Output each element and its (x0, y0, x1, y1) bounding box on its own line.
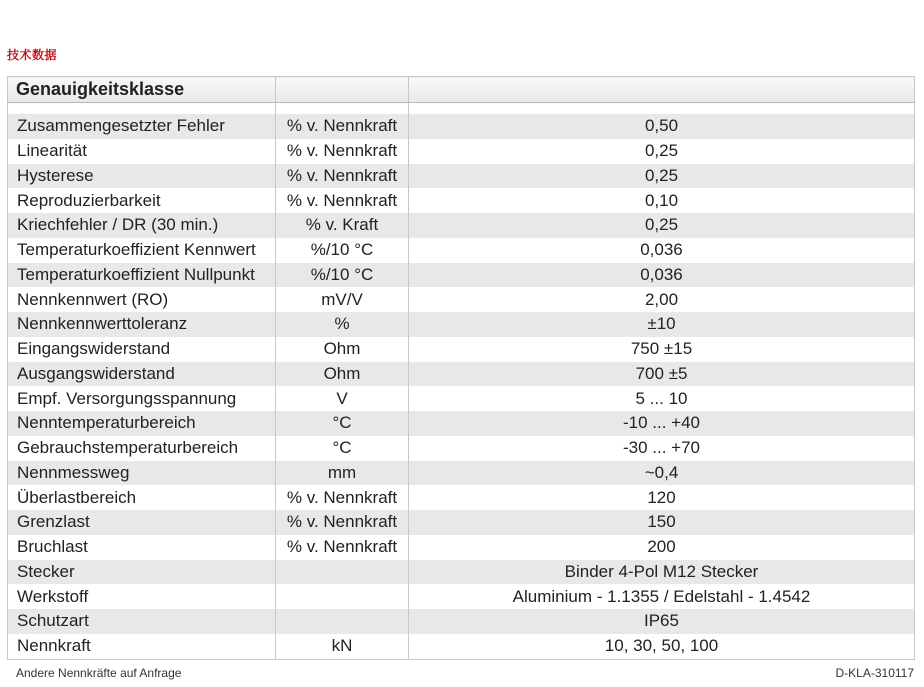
row-unit: %/10 °C (276, 238, 409, 263)
table-row (8, 386, 915, 411)
header-unit-cell (276, 77, 409, 103)
row-name: Eingangswiderstand (8, 337, 276, 362)
row-value: 0,10 (409, 188, 915, 213)
row-unit: %/10 °C (276, 263, 409, 288)
table-row (8, 139, 915, 164)
row-name: Werkstoff (8, 584, 276, 609)
row-name: Nennmessweg (8, 461, 276, 486)
row-unit: % v. Nennkraft (276, 114, 409, 139)
row-name: Nennkennwert (RO) (8, 287, 276, 312)
table-row (8, 287, 915, 312)
row-value: ~0,4 (409, 461, 915, 486)
row-unit: °C (276, 436, 409, 461)
row-value: 150 (409, 510, 915, 535)
row-value: 10, 30, 50, 100 (409, 634, 915, 659)
row-name: Stecker (8, 560, 276, 585)
table-row (8, 164, 915, 189)
header-spacer (8, 103, 915, 115)
row-value: 0,25 (409, 164, 915, 189)
row-unit: mV/V (276, 287, 409, 312)
row-name: Überlastbereich (8, 485, 276, 510)
table-row (8, 510, 915, 535)
row-unit: Ohm (276, 337, 409, 362)
row-name: Nenntemperaturbereich (8, 411, 276, 436)
row-value: 200 (409, 535, 915, 560)
table-row (8, 362, 915, 387)
row-value: 0,036 (409, 238, 915, 263)
row-name: Hysterese (8, 164, 276, 189)
section-title: 技术数据 (7, 48, 58, 62)
table-row (8, 213, 915, 238)
row-name: Kriechfehler / DR (30 min.) (8, 213, 276, 238)
table-row (8, 485, 915, 510)
row-unit (276, 584, 409, 609)
table-title: Genauigkeitsklasse (8, 77, 276, 103)
row-value: 700 ±5 (409, 362, 915, 387)
row-unit: kN (276, 634, 409, 659)
row-value: 750 ±15 (409, 337, 915, 362)
row-unit: % v. Nennkraft (276, 188, 409, 213)
footnote: Andere Nennkräfte auf Anfrage (16, 666, 182, 680)
row-value: 120 (409, 485, 915, 510)
table-row (8, 436, 915, 461)
row-name: Bruchlast (8, 535, 276, 560)
table-row (8, 634, 915, 659)
document-id: D-KLA-310117 (835, 666, 914, 680)
table-row (8, 188, 915, 213)
row-name: Temperaturkoeffizient Kennwert (8, 238, 276, 263)
header-value-cell (409, 77, 915, 103)
row-unit: % v. Nennkraft (276, 535, 409, 560)
row-name: Gebrauchstemperaturbereich (8, 436, 276, 461)
row-unit: % v. Nennkraft (276, 510, 409, 535)
row-name: Grenzlast (8, 510, 276, 535)
row-unit: % v. Nennkraft (276, 164, 409, 189)
table-row (8, 461, 915, 486)
table-row (8, 238, 915, 263)
table-row (8, 609, 915, 634)
table-row (8, 560, 915, 585)
row-unit: % v. Kraft (276, 213, 409, 238)
table-row (8, 411, 915, 436)
row-value: ±10 (409, 312, 915, 337)
row-unit: mm (276, 461, 409, 486)
table-row (8, 535, 915, 560)
row-unit (276, 560, 409, 585)
row-name: Empf. Versorgungsspannung (8, 386, 276, 411)
row-name: Schutzart (8, 609, 276, 634)
row-value: Aluminium - 1.1355 / Edelstahl - 1.4542 (409, 584, 915, 609)
table-row (8, 584, 915, 609)
row-name: Nennkraft (8, 634, 276, 659)
row-name: Ausgangswiderstand (8, 362, 276, 387)
row-unit (276, 609, 409, 634)
table-row (8, 114, 915, 139)
row-value: 0,25 (409, 213, 915, 238)
row-value: -30 ... +70 (409, 436, 915, 461)
row-value: 0,50 (409, 114, 915, 139)
row-name: Linearität (8, 139, 276, 164)
row-unit: °C (276, 411, 409, 436)
row-value: 0,036 (409, 263, 915, 288)
row-name: Reproduzierbarkeit (8, 188, 276, 213)
row-value: Binder 4-Pol M12 Stecker (409, 560, 915, 585)
table-row (8, 263, 915, 288)
row-unit: % v. Nennkraft (276, 485, 409, 510)
row-value: 2,00 (409, 287, 915, 312)
table-row (8, 312, 915, 337)
spec-table (7, 76, 915, 660)
table-header-row (8, 77, 915, 103)
row-name: Zusammengesetzter Fehler (8, 114, 276, 139)
row-unit: % v. Nennkraft (276, 139, 409, 164)
row-value: 5 ... 10 (409, 386, 915, 411)
row-unit: Ohm (276, 362, 409, 387)
table-row (8, 337, 915, 362)
row-value: -10 ... +40 (409, 411, 915, 436)
row-unit: % (276, 312, 409, 337)
row-value: 0,25 (409, 139, 915, 164)
spec-rows (8, 114, 915, 659)
row-name: Nennkennwerttoleranz (8, 312, 276, 337)
row-name: Temperaturkoeffizient Nullpunkt (8, 263, 276, 288)
row-value: IP65 (409, 609, 915, 634)
row-unit: V (276, 386, 409, 411)
